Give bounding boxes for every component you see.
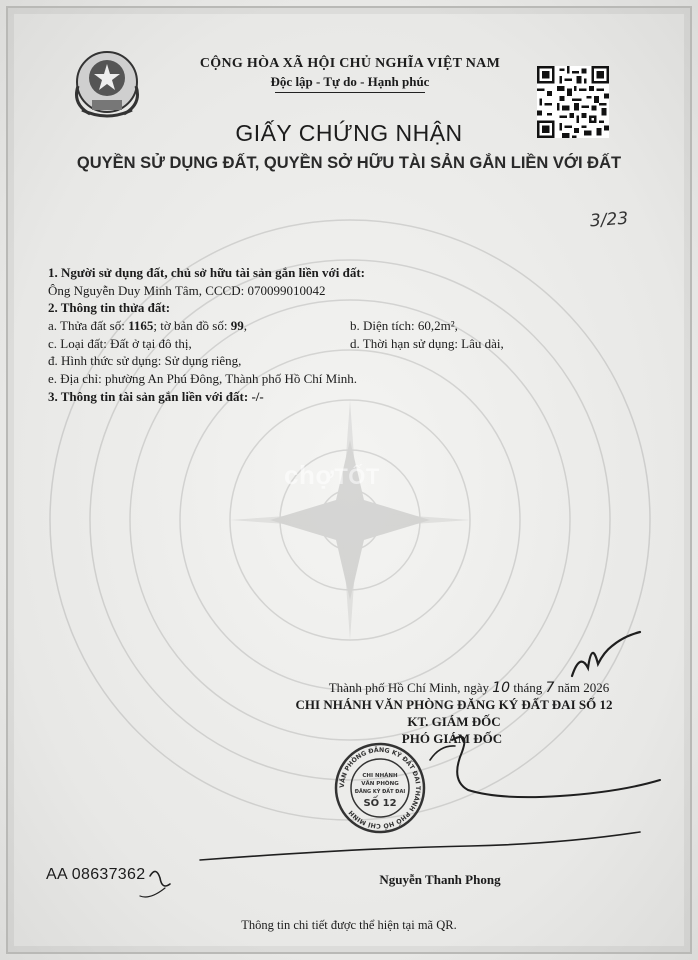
- term-field: d. Thời hạn sử dụng: Lâu dài,: [350, 335, 504, 351]
- certificate-title: GIẤY CHỨNG NHẬN: [235, 120, 463, 146]
- svg-text:SỐ 12: SỐ 12: [363, 798, 397, 809]
- qr-footer-note: Thông tin chi tiết được thể hiện tại mã QR.: [241, 918, 457, 932]
- signer-name: Nguyễn Thanh Phong: [379, 872, 501, 887]
- serial-number: AA 08637362: [46, 866, 146, 883]
- parcel-number: 1165: [128, 318, 154, 334]
- certificate-subtitle: QUYỀN SỬ DỤNG ĐẤT, QUYỀN SỞ HỮU TÀI SẢN GẮN LIỀN VỚI ĐẤT: [76, 154, 622, 172]
- svg-text:ĐĂNG KÝ ĐẤT ĐAI: ĐĂNG KÝ ĐẤT ĐAI: [354, 789, 406, 795]
- svg-text:CHI NHÁNH: CHI NHÁNH: [362, 773, 398, 779]
- issue-date-line: Thành phố Hồ Chí Minh, ngày 10 tháng 7 năm 2026: [328, 680, 610, 696]
- section-1-heading: 1. Người sử dụng đất, chủ sở hữu tài sản gắn liền với đất:: [48, 265, 365, 280]
- svg-text:VĂN PHÒNG ĐĂNG KÝ ĐẤT ĐAI THÀN: VĂN PHÒNG ĐĂNG KÝ ĐẤT ĐAI THÀNH PHỐ HỒ CHÍ MINH: [338, 746, 422, 830]
- parcel-row: a. Thửa đất số: 1165; tờ bản đồ số: 99, b. Diện tích: 60,2m²,: [48, 318, 458, 334]
- map-number: 99: [230, 318, 244, 334]
- owner-line: Ông Nguyễn Duy Minh Tâm, CCCD: 070099010042: [48, 282, 326, 298]
- issue-month: 7: [545, 680, 555, 696]
- signer-role-1: KT. GIÁM ĐỐC: [407, 714, 501, 729]
- area-field: b. Diện tích: 60,2m²,: [350, 318, 458, 334]
- address-field: e. Địa chỉ: phường An Phú Đông, Thành phố Hồ Chí Minh.: [48, 371, 358, 387]
- national-motto: Độc lập - Tự do - Hạnh phúc: [270, 74, 430, 89]
- section-2-heading: 2. Thông tin thửa đất:: [48, 300, 171, 316]
- handwritten-note: 3/23: [589, 208, 629, 232]
- issue-day: 10: [492, 680, 511, 696]
- issuing-office: CHI NHÁNH VĂN PHÒNG ĐĂNG KÝ ĐẤT ĐAI SỐ 12: [295, 697, 613, 712]
- national-title: CỘNG HÒA XÃ HỘI CHỦ NGHĨA VIỆT NAM: [199, 56, 501, 71]
- signer-role-2: PHÓ GIÁM ĐỐC: [401, 731, 503, 746]
- parcel-label: a. Thửa đất số:: [48, 318, 129, 334]
- svg-text:VĂN PHÒNG: VĂN PHÒNG: [361, 781, 399, 787]
- watermark: chợTỐT: [284, 460, 380, 490]
- map-label: ; tờ bản đồ số:: [153, 318, 231, 334]
- usage-form-field: đ. Hình thức sử dụng: Sử dụng riêng,: [48, 353, 242, 369]
- land-type-field: c. Loại đất: Đất ở tại đô thị,: [48, 335, 192, 351]
- section-3-heading: 3. Thông tin tài sản gắn liền với đất: -/-: [48, 388, 264, 404]
